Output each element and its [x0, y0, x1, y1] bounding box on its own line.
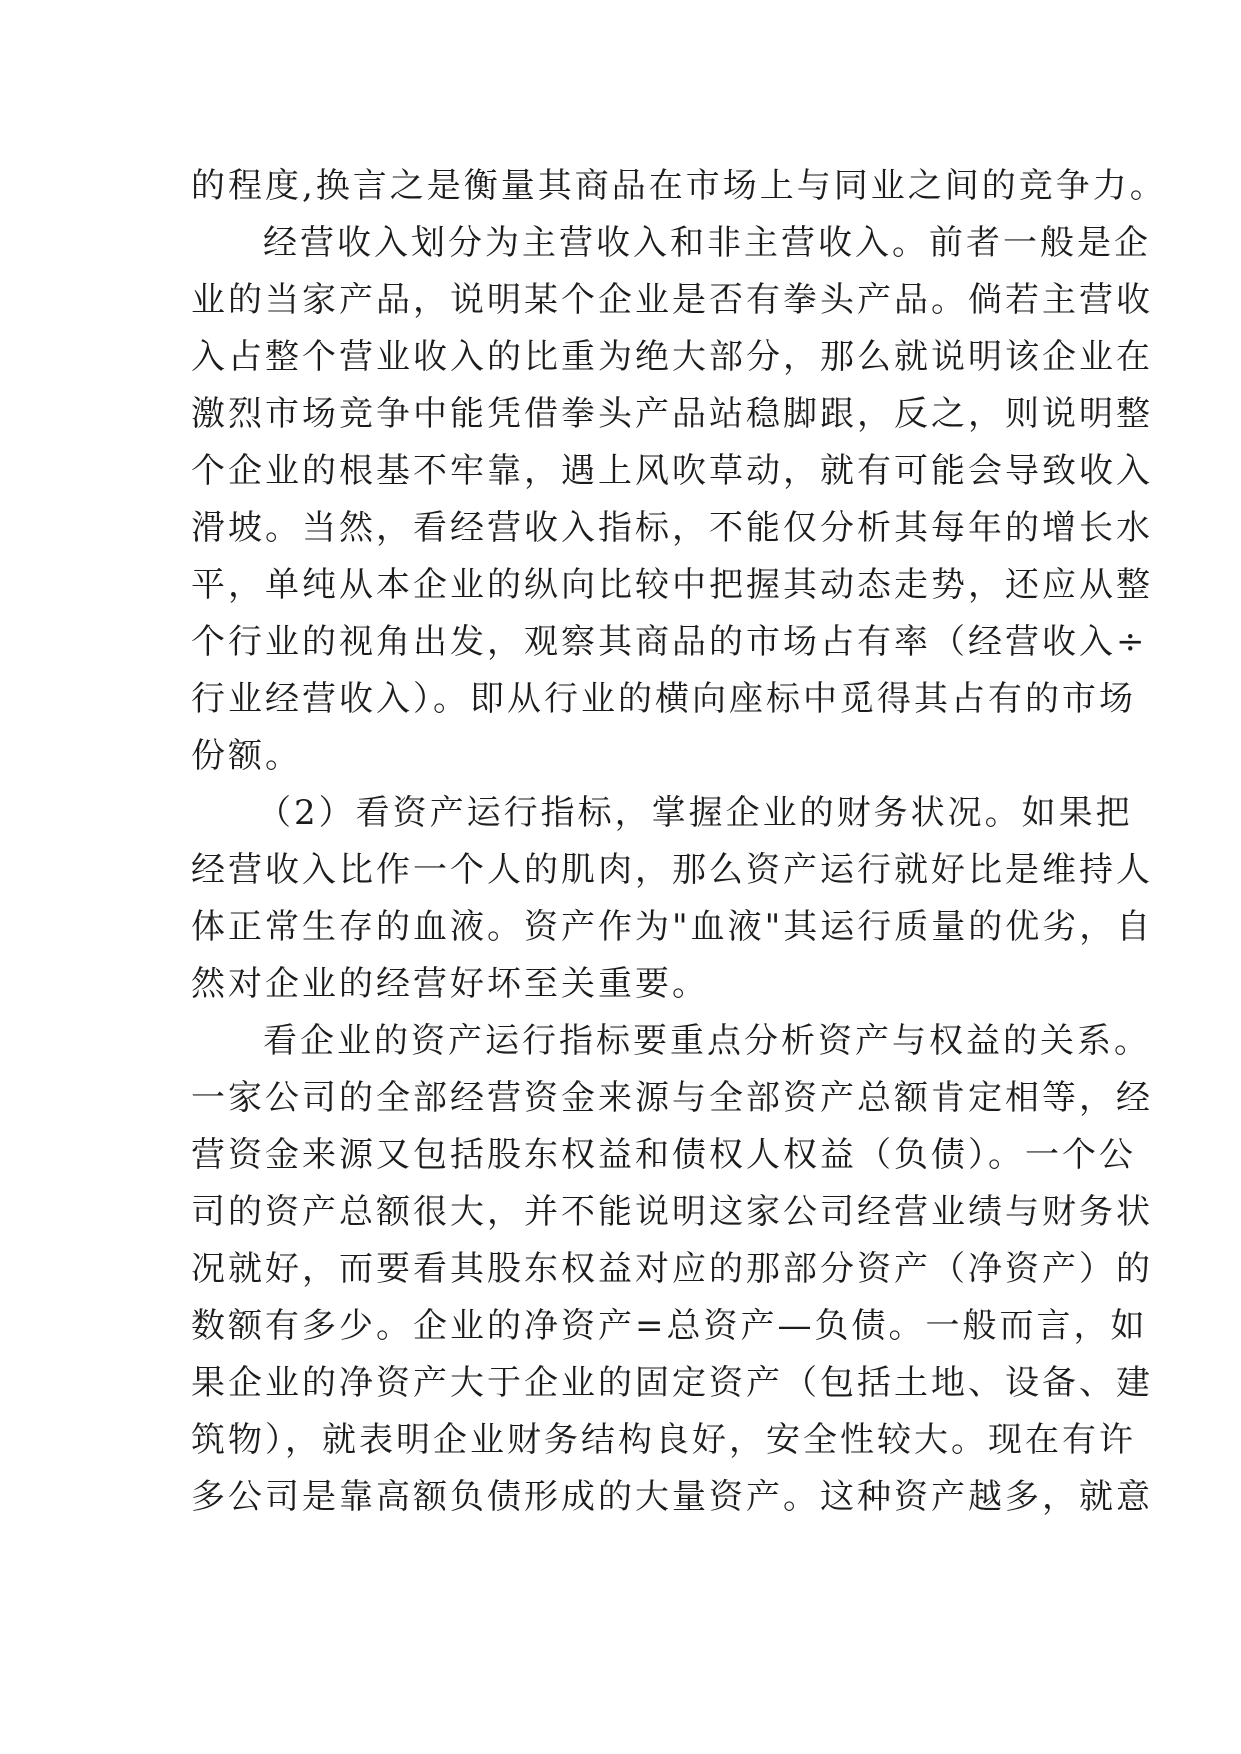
text-line: 数额有多少。企业的净资产=总资产—负债。一般而言，如 — [191, 1306, 1148, 1346]
text-line: 业的当家产品，说明某个企业是否有拳头产品。倘若主营收 — [191, 280, 1153, 320]
text-line: 行业经营收入）。即从行业的横向座标中觅得其占有的市场 — [191, 679, 1136, 719]
text-line: （2）看资产运行指标，掌握企业的财务状况。如果把 — [257, 793, 1133, 833]
text-line: 入占整个营业收入的比重为绝大部分，那么就说明该企业在 — [191, 337, 1153, 377]
text-line: 的程度,换言之是衡量其商品在市场上与同业之间的竞争力。 — [191, 166, 1167, 206]
text-line: 个企业的根基不牢靠，遇上风吹草动，就有可能会导致收入 — [191, 451, 1153, 491]
text-line: 况就好，而要看其股东权益对应的那部分资产（净资产）的 — [191, 1249, 1153, 1289]
text-line: 滑坡。当然，看经营收入指标，不能仅分析其每年的增长水 — [191, 508, 1153, 548]
text-line: 司的资产总额很大，并不能说明这家公司经营业绩与财务状 — [191, 1192, 1153, 1232]
text-line: 份额。 — [191, 736, 302, 776]
text-line: 多公司是靠高额负债形成的大量资产。这种资产越多，就意 — [191, 1477, 1153, 1517]
text-line: 果企业的净资产大于企业的固定资产（包括土地、设备、建 — [191, 1363, 1153, 1403]
text-line: 经营收入比作一个人的肌肉，那么资产运行就好比是维持人 — [191, 850, 1153, 890]
text-line: 一家公司的全部经营资金来源与全部资产总额肯定相等，经 — [191, 1078, 1153, 1118]
text-line: 营资金来源又包括股东权益和债权人权益（负债）。一个公 — [191, 1135, 1136, 1175]
text-line: 看企业的资产运行指标要重点分析资产与权益的关系。 — [263, 1021, 1151, 1061]
text-line: 激烈市场竞争中能凭借拳头产品站稳脚跟，反之，则说明整 — [191, 394, 1153, 434]
text-line: 经营收入划分为主营收入和非主营收入。前者一般是企 — [263, 223, 1151, 263]
text-line: 个行业的视角出发，观察其商品的市场占有率（经营收入÷ — [191, 622, 1148, 662]
text-line: 筑物），就表明企业财务结构良好，安全性较大。现在有许 — [191, 1420, 1136, 1460]
body-text — [191, 158, 1167, 1526]
text-line: 然对企业的经营好坏至关重要。 — [191, 964, 709, 1004]
text-line: 体正常生存的血液。资产作为"血液"其运行质量的优劣，自 — [191, 907, 1154, 947]
text-line: 平，单纯从本企业的纵向比较中把握其动态走势，还应从整 — [191, 565, 1153, 605]
